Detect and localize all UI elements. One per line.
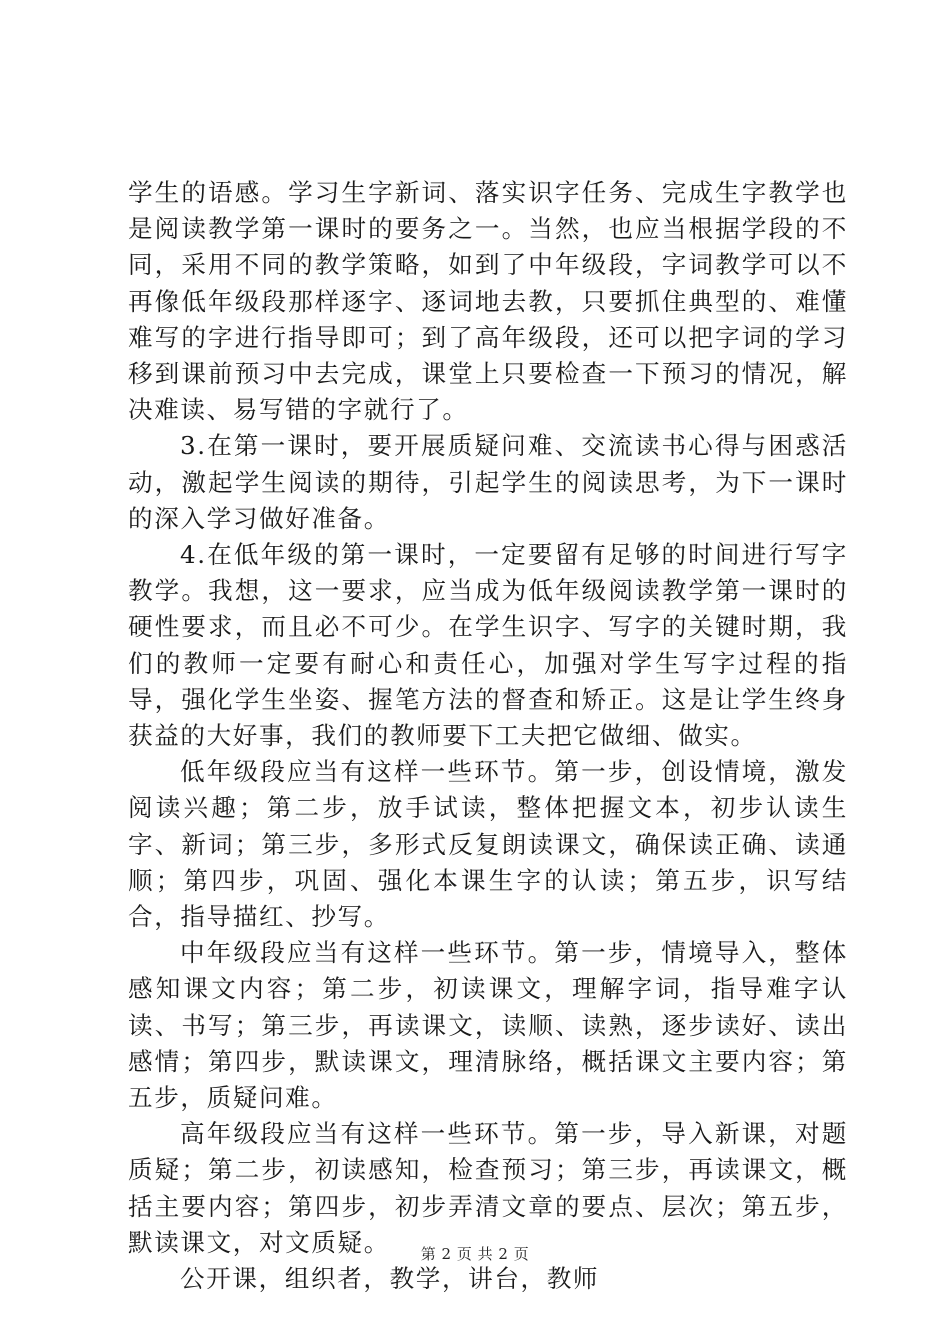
paragraph: 3.在第一课时，要开展质疑问难、交流读书心得与困惑活动，激起学生阅读的期待，引起学生的阅读思考，为下一课时的深入学习做好准备。 xyxy=(128,431,848,533)
paragraph: 4.在低年级的第一课时，一定要留有足够的时间进行写字教学。我想，这一要求，应当成为低年级阅读教学第一课时的硬性要求，而且必不可少。在学生识字、写字的关键时期，我们的教师一定要有耐心和责任心，加强对学生写字过程的指导，强化学生坐姿、握笔方法的督查和矫正。这是让学生终身获益的大好事，我们的教师要下工夫把它做细、做实。 xyxy=(128,540,848,751)
page-number-footer: 第 2 页 共 2 页 xyxy=(420,1245,530,1263)
paragraph: 中年级段应当有这样一些环节。第一步，情境导入，整体感知课文内容；第二步，初读课文，理解字词，指导难字认读、书写；第三步，再读课文，读顺、读熟，逐步读好、读出感情；第四步，默读课文，理清脉络，概括课文主要内容；第五步，质疑问难。 xyxy=(128,938,848,1113)
paragraph: 学生的语感。学习生字新词、落实识字任务、完成生字教学也是阅读教学第一课时的要务之一。当然，也应当根据学段的不同，采用不同的教学策略，如到了中年级段，字词教学可以不再像低年级段那样逐字、逐词地去教，只要抓住典型的、难懂难写的字进行指导即可；到了高年级段，还可以把字词的学习移到课前预习中去完成，课堂上只要检查一下预习的情况，解决难读、易写错的字就行了。 xyxy=(128,178,848,425)
paragraph: 低年级段应当有这样一些环节。第一步，创设情境，激发阅读兴趣；第二步，放手试读，整体把握文本，初步认读生字、新词；第三步，多形式反复朗读课文，确保读正确、读通顺；第四步，巩固、强化本课生字的认读；第五步，识写结合，指导描红、抄写。 xyxy=(128,757,848,932)
document-body xyxy=(128,175,848,1297)
keywords-line: 公开课，组织者，教学，讲台，教师 xyxy=(180,1264,600,1294)
paragraph: 高年级段应当有这样一些环节。第一步，导入新课，对题质疑；第二步，初读感知，检查预习；第三步，再读课文，概括主要内容；第四步，初步弄清文章的要点、层次；第五步，默读课文，对文质疑。 xyxy=(128,1119,848,1257)
